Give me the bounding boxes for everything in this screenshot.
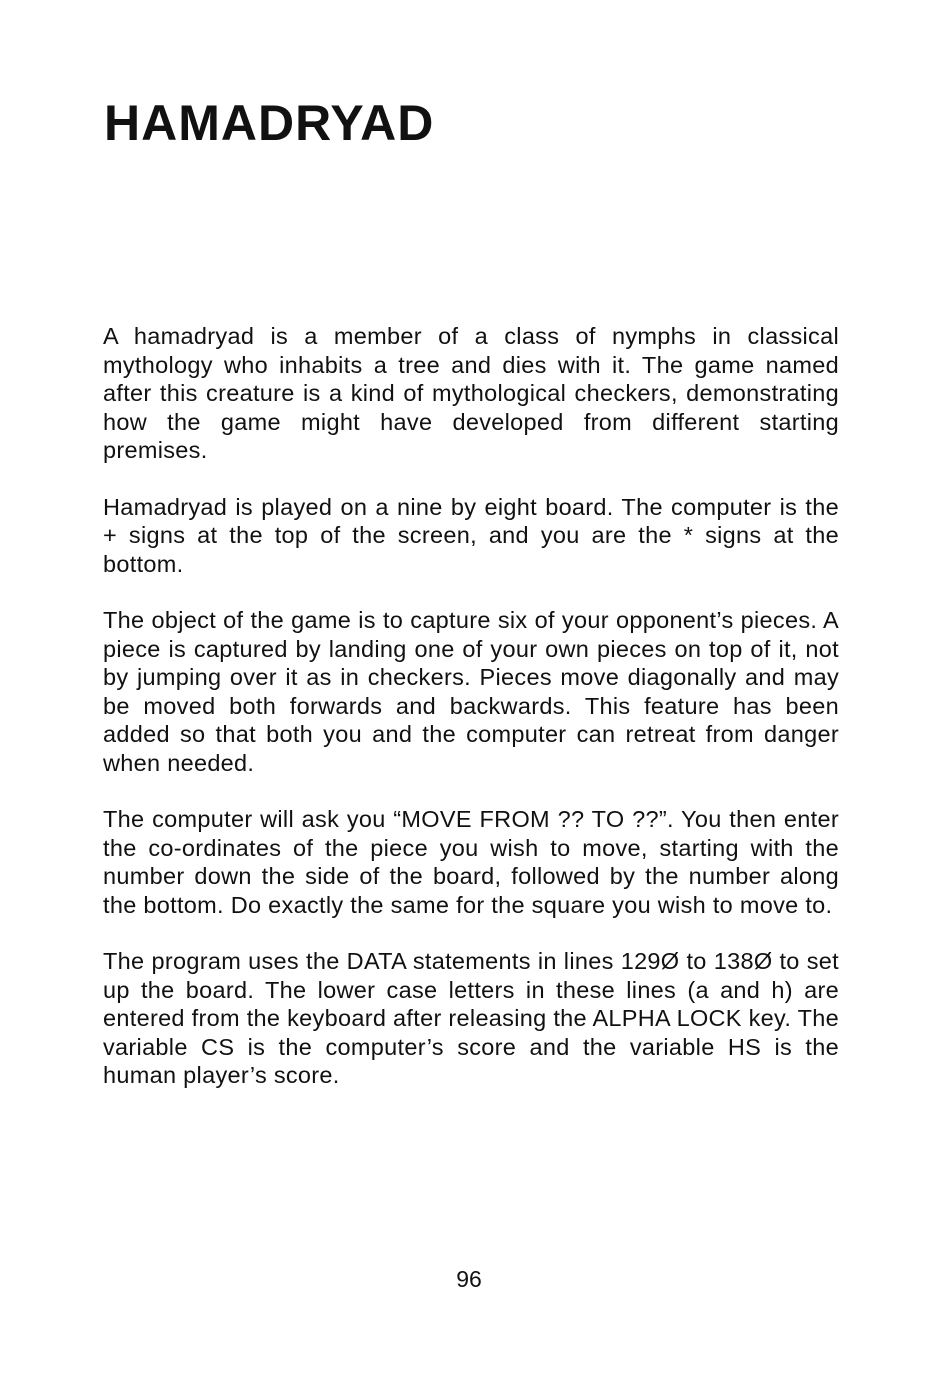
page-title: HAMADRYAD (104, 95, 435, 151)
paragraph-board: Hamadryad is played on a nine by eight board. The computer is the + signs at the top of the screen, and you are the * signs at the bottom. (103, 493, 839, 577)
page-number: 96 (456, 1266, 482, 1292)
paragraph-object: The object of the game is to capture six of your opponent’s pieces. A piece is captured by landing one of your own pieces on top of it, not by jumping over it as in checkers. Pieces move diagonally and may be moved both forwards and backwards. This feature has been added so that both you and the computer can retreat from danger when needed. (103, 607, 839, 776)
paragraph-program: The program uses the DATA statements in lines 129Ø to 138Ø to set up the board. The lower case letters in these lines (a and h) are entered from the keyboard after releasing the ALPHA LOCK key. The variable CS is the computer’s score and the variable HS is the human player’s score. (103, 948, 839, 1088)
paragraph-intro: A hamadryad is a member of a class of nymphs in classical mythology who inhabits a tree and dies with it. The game named after this creature is a kind of mythological checkers, demonstrating how the game might have developed from different starting premises. (103, 323, 839, 463)
body-text (103, 322, 839, 1118)
paragraph-moves: The computer will ask you “MOVE FROM ?? TO ??”. You then enter the co-ordinates of the piece you wish to move, starting with the number down the side of the board, followed by the number along the bottom. Do exactly the same for the square you wish to move to. (103, 806, 839, 918)
